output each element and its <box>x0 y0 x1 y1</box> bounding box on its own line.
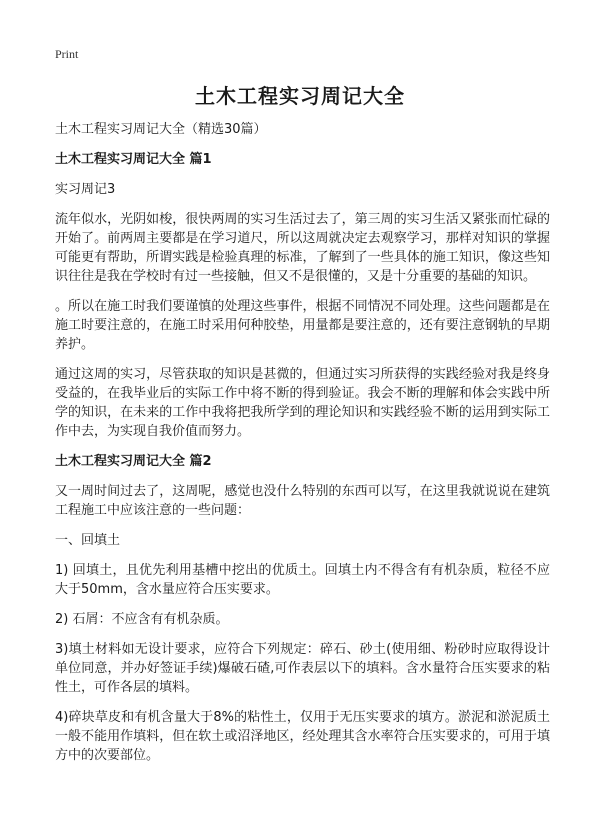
paragraph: 通过这周的实习，尽管获取的知识是甚微的，但通过实习所获得的实践经验对我是终身受益的，在我毕业后的实际工作中将不断的得到验证。我会不断的理解和体会实践中所学的知识，在未来的工作中我将把我所学到的理论知识和实践经验不断的运用到实际工作中去，为实现自我价值而努力。 <box>55 367 550 439</box>
list-item: 3)填土材料如无设计要求，应符合下列规定：碎石、砂土(使用细、粉砂时应取得设计单位同意，并办好签证手续)爆破石碴,可作表层以下的填料。含水量符合压实要求的粘性土，可作各层的填料。 <box>55 642 550 695</box>
list-item: 4)碎块草皮和有机含量大于8%的粘性土，仅用于无压实要求的填方。淤泥和淤泥质土一般不能用作填料，但在软土或沼泽地区，经处理其含水率符合压实要求的，可用于填方中的次要部位。 <box>55 710 550 763</box>
paragraph: 又一周时间过去了，这周呢，感觉也没什么特别的东西可以写，在这里我就说说在建筑工程施工中应该注意的一些问题： <box>55 484 550 518</box>
list-item: 2) 石屑：不应含有有机杂质。 <box>55 612 229 627</box>
document-body <box>55 120 550 765</box>
section-label: 实习周记3 <box>55 182 116 197</box>
list-heading: 一、回填土 <box>55 533 121 548</box>
section-heading-1: 土木工程实习周记大全 篇1 <box>55 152 212 167</box>
document-subtitle: 土木工程实习周记大全（精选30篇） <box>55 122 267 137</box>
paragraph: 流年似水，光阴如梭，很快两周的实习生活过去了，第三周的实习生活又紧张而忙碌的开始了。前两周主要都是在学习道尺，所以这周就决定去观察学习，那样对知识的掌握可能更有帮助，所谓实践是检验真理的标准，了解到了一些具体的施工知识，像这些知识往往是我在学校时有过一些接触，但又不是很懂的，又是十分重要的基础的知识。 <box>55 212 550 284</box>
print-link[interactable]: Print <box>55 47 79 61</box>
paragraph: 。所以在施工时我们要谨慎的处理这些事件，根据不同情况不同处理。这些问题都是在施工时要注意的，在施工时采用何种胶垫，用量都是要注意的，还有要注意钢轨的早期养护。 <box>55 299 550 352</box>
section-heading-2: 土木工程实习周记大全 篇2 <box>55 454 212 469</box>
list-item: 1) 回填土，且优先利用基槽中挖出的优质土。回填土内不得含有有机杂质，粒径不应大于50mm，含水量应符合压实要求。 <box>55 563 550 597</box>
page-title: 土木工程实习周记大全 <box>195 84 405 108</box>
